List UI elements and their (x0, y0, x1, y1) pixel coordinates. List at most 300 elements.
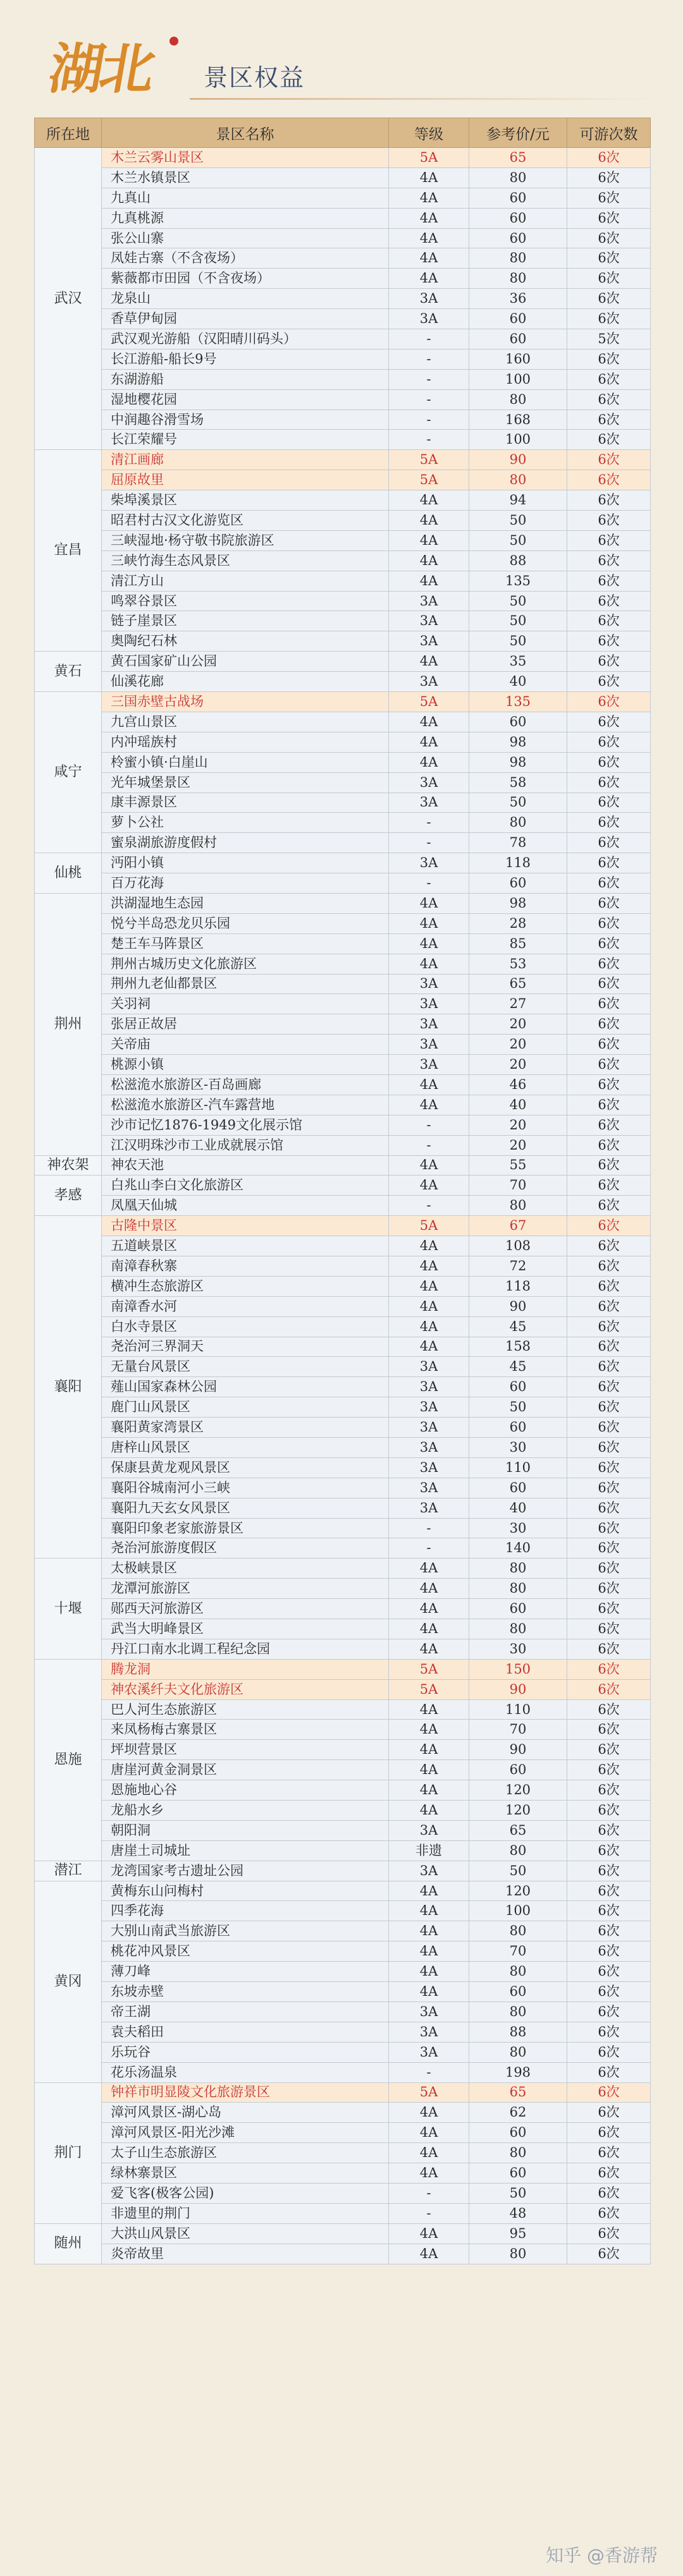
level-cell: - (389, 833, 469, 853)
table-row (35, 2042, 651, 2062)
name-cell: 漳河风景区-阳光沙滩 (102, 2123, 389, 2143)
table-row (35, 853, 651, 873)
name-cell: 太极峡景区 (102, 1558, 389, 1579)
price-cell: 80 (469, 1921, 567, 1941)
times-cell: 6次 (567, 1579, 651, 1599)
price-cell: 110 (469, 1699, 567, 1720)
name-cell: 长江游船-船长9号 (102, 349, 389, 369)
name-cell: 绿林寨景区 (102, 2163, 389, 2184)
times-cell: 6次 (567, 974, 651, 994)
price-cell: 50 (469, 1861, 567, 1881)
name-cell: 尧治河三界洞天 (102, 1337, 389, 1357)
region-cell: 襄阳 (35, 1216, 102, 1558)
price-cell: 118 (469, 1276, 567, 1296)
table-row (35, 389, 651, 410)
price-cell: 90 (469, 450, 567, 470)
times-cell: 6次 (567, 2042, 651, 2062)
name-cell: 长江荣耀号 (102, 430, 389, 450)
price-cell: 100 (469, 369, 567, 389)
table-row (35, 450, 651, 470)
name-cell: 南漳春秋寨 (102, 1256, 389, 1276)
name-cell: 鸣翠谷景区 (102, 591, 389, 611)
level-cell: 3A (389, 772, 469, 793)
table-row (35, 1558, 651, 1579)
name-cell: 武当大明峰景区 (102, 1619, 389, 1639)
times-cell: 6次 (567, 2223, 651, 2244)
name-cell: 桃花冲风景区 (102, 1941, 389, 1962)
level-cell: 4A (389, 732, 469, 752)
name-cell: 九宫山景区 (102, 712, 389, 732)
price-cell: 35 (469, 652, 567, 672)
table-row (35, 652, 651, 672)
times-cell: 6次 (567, 228, 651, 248)
level-cell: - (389, 1115, 469, 1135)
name-cell: 木兰云雾山景区 (102, 148, 389, 168)
times-cell: 6次 (567, 1357, 651, 1377)
name-cell: 钟祥市明显陵文化旅游景区 (102, 2082, 389, 2103)
times-cell: 6次 (567, 1801, 651, 1821)
name-cell: 古隆中景区 (102, 1216, 389, 1236)
times-cell: 6次 (567, 1820, 651, 1840)
level-cell: 4A (389, 1176, 469, 1196)
times-cell: 6次 (567, 1538, 651, 1558)
price-cell: 58 (469, 772, 567, 793)
header-level: 等级 (389, 118, 469, 148)
table-row (35, 2244, 651, 2264)
times-cell: 6次 (567, 1760, 651, 1780)
name-cell: 爱飞客(极客公园) (102, 2183, 389, 2203)
price-cell: 50 (469, 591, 567, 611)
level-cell: 4A (389, 511, 469, 531)
level-cell: 4A (389, 1699, 469, 1720)
times-cell: 6次 (567, 893, 651, 913)
level-cell: 4A (389, 1962, 469, 1982)
price-cell: 80 (469, 1196, 567, 1216)
price-cell: 60 (469, 208, 567, 228)
name-cell: 乐玩谷 (102, 2042, 389, 2062)
price-cell: 80 (469, 2143, 567, 2163)
level-cell: 3A (389, 1861, 469, 1881)
times-cell: 6次 (567, 450, 651, 470)
level-cell: 3A (389, 631, 469, 652)
table-row (35, 1457, 651, 1478)
times-cell: 6次 (567, 1840, 651, 1861)
price-cell: 60 (469, 1377, 567, 1397)
table-row (35, 1055, 651, 1075)
name-cell: 三峡湿地·杨守敬书院旅游区 (102, 530, 389, 550)
name-cell: 内冲瑶族村 (102, 732, 389, 752)
table-row (35, 1619, 651, 1639)
times-cell: 6次 (567, 652, 651, 672)
times-cell: 6次 (567, 2082, 651, 2103)
level-cell: 5A (389, 692, 469, 712)
level-cell: - (389, 2183, 469, 2203)
price-cell: 80 (469, 269, 567, 289)
price-cell: 50 (469, 2183, 567, 2203)
price-cell: 110 (469, 1457, 567, 1478)
level-cell: 3A (389, 309, 469, 329)
page-subtitle: 景区权益 (204, 64, 305, 92)
level-cell: 3A (389, 611, 469, 631)
price-cell: 20 (469, 1115, 567, 1135)
times-cell: 6次 (567, 1074, 651, 1095)
level-cell: 5A (389, 1659, 469, 1679)
header-price: 参考价/元 (469, 118, 567, 148)
times-cell: 6次 (567, 2244, 651, 2264)
price-cell: 135 (469, 571, 567, 591)
name-cell: 清江方山 (102, 571, 389, 591)
name-cell: 花乐汤温泉 (102, 2062, 389, 2082)
level-cell: 3A (389, 1397, 469, 1418)
level-cell: 4A (389, 913, 469, 933)
times-cell: 6次 (567, 1982, 651, 2002)
price-cell: 50 (469, 793, 567, 813)
times-cell: 6次 (567, 1236, 651, 1256)
price-cell: 150 (469, 1659, 567, 1679)
name-cell: 襄阳黄家湾景区 (102, 1418, 389, 1438)
table-row (35, 873, 651, 894)
table-row (35, 269, 651, 289)
times-cell: 6次 (567, 1881, 651, 1901)
name-cell: 荆州九老仙都景区 (102, 974, 389, 994)
region-cell: 黄石 (35, 652, 102, 692)
times-cell: 6次 (567, 631, 651, 652)
table-body (35, 148, 651, 2264)
level-cell: 3A (389, 289, 469, 309)
name-cell: 襄阳印象老家旅游景区 (102, 1518, 389, 1538)
table-row (35, 752, 651, 772)
table-row (35, 349, 651, 369)
table-row (35, 611, 651, 631)
price-cell: 80 (469, 389, 567, 410)
level-cell: 4A (389, 1256, 469, 1276)
price-cell: 48 (469, 2203, 567, 2223)
level-cell: - (389, 410, 469, 430)
table-row (35, 1579, 651, 1599)
level-cell: 4A (389, 933, 469, 954)
times-cell: 6次 (567, 933, 651, 954)
table-row (35, 1276, 651, 1296)
price-cell: 40 (469, 1095, 567, 1115)
name-cell: 湿地樱花园 (102, 389, 389, 410)
level-cell: - (389, 369, 469, 389)
level-cell: 4A (389, 571, 469, 591)
price-cell: 80 (469, 470, 567, 490)
table-row (35, 2002, 651, 2022)
table-row (35, 1760, 651, 1780)
level-cell: - (389, 2062, 469, 2082)
level-cell: 4A (389, 1316, 469, 1337)
times-cell: 6次 (567, 994, 651, 1014)
price-cell: 46 (469, 1074, 567, 1095)
name-cell: 唐梓山风景区 (102, 1438, 389, 1458)
times-cell: 6次 (567, 2183, 651, 2203)
level-cell: - (389, 1538, 469, 1558)
region-cell: 荆门 (35, 2082, 102, 2223)
level-cell: 5A (389, 470, 469, 490)
name-cell: 神农天池 (102, 1155, 389, 1176)
header-times: 可游次数 (567, 118, 651, 148)
price-cell: 30 (469, 1438, 567, 1458)
table-row (35, 1256, 651, 1276)
level-cell: 4A (389, 208, 469, 228)
times-cell: 6次 (567, 692, 651, 712)
times-cell: 5次 (567, 329, 651, 349)
times-cell: 6次 (567, 1196, 651, 1216)
name-cell: 光年城堡景区 (102, 772, 389, 793)
price-cell: 65 (469, 2082, 567, 2103)
table-row (35, 1720, 651, 1740)
level-cell: 4A (389, 2163, 469, 2184)
level-cell: 4A (389, 1982, 469, 2002)
level-cell: - (389, 430, 469, 450)
price-cell: 28 (469, 913, 567, 933)
table-row (35, 1438, 651, 1458)
table-row (35, 530, 651, 550)
times-cell: 6次 (567, 309, 651, 329)
price-cell: 60 (469, 1599, 567, 1619)
table-row (35, 833, 651, 853)
level-cell: 4A (389, 2123, 469, 2143)
name-cell: 沔阳小镇 (102, 853, 389, 873)
name-cell: 郧西天河旅游区 (102, 1599, 389, 1619)
level-cell: 4A (389, 1276, 469, 1296)
name-cell: 襄阳谷城南河小三峡 (102, 1478, 389, 1498)
times-cell: 6次 (567, 1296, 651, 1316)
price-cell: 168 (469, 410, 567, 430)
table-row (35, 1982, 651, 2002)
price-cell: 60 (469, 873, 567, 894)
table-row (35, 1941, 651, 1962)
price-cell: 50 (469, 511, 567, 531)
page-header (0, 0, 683, 114)
name-cell: 江汉明珠沙市工业成就展示馆 (102, 1135, 389, 1155)
table-row (35, 511, 651, 531)
level-cell: 3A (389, 994, 469, 1014)
table-row (35, 2082, 651, 2103)
times-cell: 6次 (567, 1135, 651, 1155)
header-region: 所在地 (35, 118, 102, 148)
times-cell: 6次 (567, 1035, 651, 1055)
table-row (35, 1337, 651, 1357)
price-cell: 45 (469, 1357, 567, 1377)
table-row (35, 1397, 651, 1418)
name-cell: 非遗里的荆门 (102, 2203, 389, 2223)
level-cell: 4A (389, 550, 469, 571)
table-row (35, 1296, 651, 1316)
price-cell: 30 (469, 1518, 567, 1538)
times-cell: 6次 (567, 248, 651, 269)
level-cell: 4A (389, 712, 469, 732)
name-cell: 帝王湖 (102, 2002, 389, 2022)
table-row (35, 1155, 651, 1176)
name-cell: 黄石国家矿山公园 (102, 652, 389, 672)
level-cell: 3A (389, 1820, 469, 1840)
name-cell: 荆州古城历史文化旅游区 (102, 954, 389, 974)
times-cell: 6次 (567, 772, 651, 793)
times-cell: 6次 (567, 1498, 651, 1518)
name-cell: 尧治河旅游度假区 (102, 1538, 389, 1558)
level-cell: 4A (389, 1881, 469, 1901)
table-row (35, 672, 651, 692)
name-cell: 五道峡景区 (102, 1236, 389, 1256)
table-row (35, 550, 651, 571)
price-cell: 78 (469, 833, 567, 853)
price-cell: 135 (469, 692, 567, 712)
table-row (35, 188, 651, 208)
times-cell: 6次 (567, 873, 651, 894)
times-cell: 6次 (567, 167, 651, 188)
price-cell: 90 (469, 1740, 567, 1760)
table-row (35, 1176, 651, 1196)
level-cell: 3A (389, 1035, 469, 1055)
name-cell: 清江画廊 (102, 450, 389, 470)
times-cell: 6次 (567, 1276, 651, 1296)
name-cell: 昭君村古汉文化游览区 (102, 511, 389, 531)
price-cell: 85 (469, 933, 567, 954)
table-row (35, 1820, 651, 1840)
name-cell: 松滋洈水旅游区-汽车露营地 (102, 1095, 389, 1115)
name-cell: 康丰源景区 (102, 793, 389, 813)
table-row (35, 1699, 651, 1720)
price-cell: 80 (469, 1840, 567, 1861)
name-cell: 龙船水乡 (102, 1801, 389, 1821)
table-row (35, 631, 651, 652)
level-cell: 4A (389, 490, 469, 511)
name-cell: 香草伊甸园 (102, 309, 389, 329)
level-cell: 4A (389, 167, 469, 188)
times-cell: 6次 (567, 1216, 651, 1236)
name-cell: 襄阳九天玄女风景区 (102, 1498, 389, 1518)
price-cell: 60 (469, 2163, 567, 2184)
name-cell: 薤山国家森林公园 (102, 1377, 389, 1397)
name-cell: 漳河风景区-湖心岛 (102, 2103, 389, 2123)
table-row (35, 1962, 651, 1982)
name-cell: 朝阳洞 (102, 1820, 389, 1840)
table-row (35, 974, 651, 994)
price-cell: 80 (469, 167, 567, 188)
name-cell: 太子山生态旅游区 (102, 2143, 389, 2163)
price-cell: 98 (469, 893, 567, 913)
level-cell: 4A (389, 1740, 469, 1760)
level-cell: - (389, 1518, 469, 1538)
price-cell: 80 (469, 813, 567, 833)
level-cell: 3A (389, 853, 469, 873)
table-row (35, 490, 651, 511)
level-cell: 3A (389, 1055, 469, 1075)
times-cell: 6次 (567, 369, 651, 389)
name-cell: 木兰水镇景区 (102, 167, 389, 188)
level-cell: 4A (389, 1801, 469, 1821)
name-cell: 百万花海 (102, 873, 389, 894)
price-cell: 90 (469, 1679, 567, 1699)
times-cell: 6次 (567, 490, 651, 511)
level-cell: 3A (389, 1014, 469, 1035)
times-cell: 6次 (567, 712, 651, 732)
times-cell: 6次 (567, 2062, 651, 2082)
table-row (35, 1599, 651, 1619)
price-cell: 88 (469, 2022, 567, 2042)
level-cell: 4A (389, 1579, 469, 1599)
table-row (35, 1014, 651, 1035)
price-cell: 27 (469, 994, 567, 1014)
price-cell: 100 (469, 1901, 567, 1921)
level-cell: 3A (389, 672, 469, 692)
level-cell: 4A (389, 752, 469, 772)
name-cell: 关帝庙 (102, 1035, 389, 1055)
level-cell: 5A (389, 148, 469, 168)
price-cell: 120 (469, 1780, 567, 1801)
level-cell: 非遗 (389, 1840, 469, 1861)
table-row (35, 329, 651, 349)
level-cell: 4A (389, 228, 469, 248)
table-row (35, 1478, 651, 1498)
price-cell: 120 (469, 1801, 567, 1821)
name-cell: 炎帝故里 (102, 2244, 389, 2264)
region-cell: 随州 (35, 2223, 102, 2264)
name-cell: 南漳香水河 (102, 1296, 389, 1316)
price-cell: 20 (469, 1135, 567, 1155)
price-cell: 65 (469, 1820, 567, 1840)
level-cell: 4A (389, 893, 469, 913)
price-cell: 80 (469, 1579, 567, 1599)
price-cell: 20 (469, 1055, 567, 1075)
table-row (35, 1639, 651, 1659)
price-cell: 50 (469, 530, 567, 550)
level-cell: - (389, 2203, 469, 2223)
times-cell: 6次 (567, 2002, 651, 2022)
times-cell: 6次 (567, 410, 651, 430)
name-cell: 保康县黄龙观风景区 (102, 1457, 389, 1478)
level-cell: 4A (389, 1921, 469, 1941)
times-cell: 6次 (567, 1659, 651, 1679)
name-cell: 松滋洈水旅游区-百岛画廊 (102, 1074, 389, 1095)
price-cell: 62 (469, 2103, 567, 2123)
table-row (35, 228, 651, 248)
table-row (35, 2022, 651, 2042)
name-cell: 萝卜公社 (102, 813, 389, 833)
name-cell: 龙湾国家考古遗址公园 (102, 1861, 389, 1881)
name-cell: 东坡赤壁 (102, 1982, 389, 2002)
level-cell: 4A (389, 1095, 469, 1115)
table-row (35, 1418, 651, 1438)
name-cell: 薄刀峰 (102, 1962, 389, 1982)
name-cell: 恩施地心谷 (102, 1780, 389, 1801)
level-cell: 3A (389, 793, 469, 813)
level-cell: 3A (389, 1498, 469, 1518)
times-cell: 6次 (567, 470, 651, 490)
level-cell: 4A (389, 2143, 469, 2163)
table-row (35, 2223, 651, 2244)
level-cell: 3A (389, 1438, 469, 1458)
table-row (35, 913, 651, 933)
times-cell: 6次 (567, 1337, 651, 1357)
level-cell: 4A (389, 1296, 469, 1316)
table-row (35, 1840, 651, 1861)
times-cell: 6次 (567, 1558, 651, 1579)
level-cell: 3A (389, 2022, 469, 2042)
times-cell: 6次 (567, 430, 651, 450)
level-cell: - (389, 329, 469, 349)
level-cell: 3A (389, 1377, 469, 1397)
level-cell: 5A (389, 450, 469, 470)
price-cell: 30 (469, 1639, 567, 1659)
table-row (35, 1780, 651, 1801)
name-cell: 链子崖景区 (102, 611, 389, 631)
table-row (35, 571, 651, 591)
level-cell: - (389, 1135, 469, 1155)
times-cell: 6次 (567, 1901, 651, 1921)
